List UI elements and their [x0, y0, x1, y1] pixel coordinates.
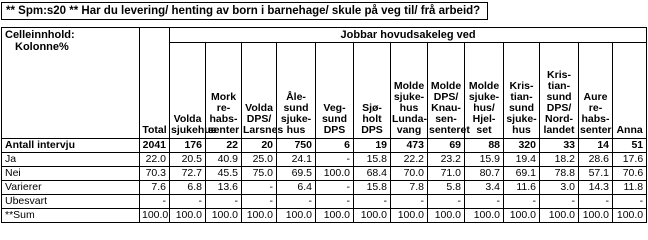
column-header-line: habs-	[581, 113, 610, 125]
table-cell: 100.0	[277, 209, 316, 223]
table-cell: 2041	[140, 139, 170, 153]
column-header-line: Larsnes	[243, 124, 284, 136]
column-header-line: habs-	[209, 113, 238, 125]
table-body	[2, 139, 647, 223]
column-header-line: sund	[283, 102, 309, 114]
column-header-line: re-	[588, 102, 603, 114]
column-header-line: landet	[543, 124, 575, 136]
table-cell: 23.2	[428, 153, 465, 167]
table-row	[2, 195, 647, 209]
column-header-line: vang	[396, 124, 422, 136]
table-cell: 28.6	[579, 153, 613, 167]
column-header-line: Kris-	[547, 69, 571, 81]
table-cell: 6	[316, 139, 354, 153]
table-cell: 45.5	[206, 167, 242, 181]
table-cell: 19.4	[504, 153, 540, 167]
table-row	[2, 153, 647, 167]
table-cell: 69	[428, 139, 465, 153]
column-header-line: DPS	[323, 124, 346, 136]
table-cell: 40.9	[206, 153, 242, 167]
column-header-line: sund	[321, 113, 348, 125]
column-header	[428, 43, 470, 139]
table-cell: 320	[504, 139, 540, 153]
table-cell: 69.5	[277, 167, 316, 181]
row-label: Ubesvart	[2, 195, 140, 209]
table-cell: 17.6	[613, 153, 647, 167]
column-header-line: tian-	[510, 91, 533, 103]
table-cell: 80.7	[465, 167, 504, 181]
column-header-line: hus	[512, 124, 531, 136]
table-cell: 100.0	[316, 209, 354, 223]
table-cell: -	[428, 195, 465, 209]
table-cell: 100.0	[140, 209, 170, 223]
column-header-line: senter	[207, 124, 240, 136]
column-header-line: Lunda-	[392, 113, 427, 125]
table-cell: 71.0	[428, 167, 465, 181]
table-cell: 473	[391, 139, 428, 153]
table-cell: 7.6	[140, 181, 170, 195]
table-cell: 3.4	[465, 181, 504, 195]
column-header-line: Hjel-	[472, 113, 496, 125]
column-header-line: Veg-	[323, 102, 346, 114]
column-header	[277, 43, 316, 139]
table-cell: 6.8	[170, 181, 206, 195]
column-header	[242, 43, 284, 139]
table-cell: 22.2	[391, 153, 428, 167]
column-header-line: set	[476, 124, 492, 136]
column-header	[504, 43, 540, 139]
table-cell: 88	[465, 139, 504, 153]
column-header	[316, 43, 354, 139]
table-cell: -	[465, 195, 504, 209]
table-cell: 20	[242, 139, 277, 153]
table-cell: 15.9	[465, 153, 504, 167]
column-header-line: Volda	[245, 102, 273, 114]
column-header	[391, 43, 428, 139]
column-header-line: DPS/	[546, 102, 572, 114]
table-cell: -	[242, 181, 277, 195]
table-cell: 70.6	[613, 167, 647, 181]
column-header-line: sjuke-	[506, 113, 537, 125]
column-header-line: sund	[546, 91, 572, 103]
table-cell: 78.8	[540, 167, 579, 181]
column-header-line: Mork	[210, 91, 237, 103]
table-cell: 100.0	[170, 209, 206, 223]
table-cell: 11.8	[613, 181, 647, 195]
table-cell: 15.8	[354, 153, 391, 167]
row-label: Antall intervju	[2, 139, 140, 153]
column-header-line: re-	[216, 102, 231, 114]
column-header-line: tian-	[547, 80, 571, 92]
table-cell: 14.3	[579, 181, 613, 195]
table-cell: 70.3	[140, 167, 170, 181]
table-row	[2, 181, 647, 195]
column-header	[140, 43, 170, 139]
column-header-line: DPS	[361, 124, 383, 136]
row-label: Varierer	[2, 181, 140, 195]
column-header-line: hus/	[473, 102, 495, 114]
table-cell: -	[316, 153, 354, 167]
table-cell: 11.6	[504, 181, 540, 195]
table-cell: -	[504, 195, 540, 209]
table-cell: -	[277, 195, 316, 209]
table-cell: 176	[170, 139, 206, 153]
column-header-line: senteret	[429, 124, 470, 136]
cell-content-line2: Kolonne%	[15, 41, 69, 53]
table-cell: 100.0	[428, 209, 465, 223]
column-header	[170, 43, 217, 139]
table-cell: -	[540, 195, 579, 209]
table-title: ** Spm:s20 ** Har du levering/ henting av born i barnehage/ skule på veg til/ frå arbeid?	[1, 2, 488, 20]
table-cell: 57.1	[579, 167, 613, 181]
crosstab-table	[1, 27, 647, 223]
row-label: **Sum	[2, 209, 140, 223]
table-cell: 100.0	[206, 209, 242, 223]
table-cell: 7.8	[391, 181, 428, 195]
column-header-line: senter	[580, 124, 612, 136]
table-cell: 75.0	[242, 167, 277, 181]
column-header-line: Molde	[430, 80, 462, 92]
table-cell: 19	[354, 139, 391, 153]
table-cell: 100.0	[242, 209, 277, 223]
column-header-line: Aure	[583, 91, 608, 103]
table-cell: -	[613, 195, 647, 209]
column-header-line: DPS/	[433, 91, 459, 103]
column-header	[540, 43, 579, 139]
table-cell: 25.0	[242, 153, 277, 167]
column-header-line: Knau-	[431, 102, 461, 114]
table-cell: -	[391, 195, 428, 209]
column-header-line: hus	[286, 124, 306, 136]
column-header-line: DPS/	[246, 113, 272, 125]
table-cell: 24.1	[277, 153, 316, 167]
column-header-line: Molde	[393, 80, 425, 92]
column-header-line: sen-	[435, 113, 457, 125]
column-header-line: holt	[362, 113, 382, 125]
column-header	[613, 43, 647, 139]
column-header-line: Sjø-	[362, 102, 382, 114]
table-cell: 3.0	[540, 181, 579, 195]
table-cell: 5.8	[428, 181, 465, 195]
table-row	[2, 139, 647, 153]
table-cell: 72.7	[170, 167, 206, 181]
total-header-spacer	[140, 28, 170, 43]
table-cell: 18.2	[540, 153, 579, 167]
column-header-line: Nord-	[545, 113, 573, 125]
table-cell: 33	[540, 139, 579, 153]
column-header-line: sjuke-	[393, 91, 425, 103]
table-cell: 100.0	[613, 209, 647, 223]
table-cell: -	[206, 195, 242, 209]
table-cell: 100.0	[540, 209, 579, 223]
table-cell: -	[140, 195, 170, 209]
column-header	[206, 43, 242, 139]
cell-content-label	[2, 28, 140, 139]
table-cell: 70.0	[391, 167, 428, 181]
table-row	[2, 167, 647, 181]
table-cell: 14	[579, 139, 613, 153]
table-cell: 6.4	[277, 181, 316, 195]
row-label: Ja	[2, 153, 140, 167]
table-cell: 100.0	[316, 167, 354, 181]
column-header-line: Total	[142, 124, 167, 136]
table-cell: 20.5	[170, 153, 206, 167]
table-cell: 22.0	[140, 153, 170, 167]
table-cell: 68.4	[354, 167, 391, 181]
column-header-line: Anna	[616, 124, 643, 136]
table-cell: -	[170, 195, 206, 209]
group-header: Jobbar hovudsakeleg ved	[170, 28, 647, 43]
cell-content-line1: Celleinnhold:	[5, 29, 75, 41]
table-cell: 51	[613, 139, 647, 153]
table-cell: 100.0	[391, 209, 428, 223]
table-cell: -	[316, 195, 354, 209]
table-cell: -	[354, 195, 391, 209]
table-cell: -	[242, 195, 277, 209]
table-cell: 100.0	[579, 209, 613, 223]
column-header-line: sjuke-	[280, 113, 312, 125]
column-header-line: Kris-	[509, 80, 534, 92]
column-header-line: hus	[399, 102, 419, 114]
table-cell: 13.6	[206, 181, 242, 195]
row-label: Nei	[2, 167, 140, 181]
table-cell: 100.0	[504, 209, 540, 223]
column-header-line: sund	[508, 102, 535, 114]
column-header	[579, 43, 613, 139]
table-cell: 100.0	[354, 209, 391, 223]
column-header-line: Åle-	[286, 91, 306, 103]
column-header	[465, 43, 504, 139]
table-cell: 15.8	[354, 181, 391, 195]
table-cell: -	[579, 195, 613, 209]
column-header-line: Volda	[173, 113, 202, 125]
column-header-line: sjukehus	[171, 124, 217, 136]
table-cell: 22	[206, 139, 242, 153]
column-header-line: Molde	[468, 80, 500, 92]
column-header-line: sjuke-	[468, 91, 500, 103]
table-row	[2, 209, 647, 223]
table-cell: 750	[277, 139, 316, 153]
table-cell: -	[316, 181, 354, 195]
table-cell: 100.0	[465, 209, 504, 223]
table-cell: 69.1	[504, 167, 540, 181]
column-header	[354, 43, 391, 139]
